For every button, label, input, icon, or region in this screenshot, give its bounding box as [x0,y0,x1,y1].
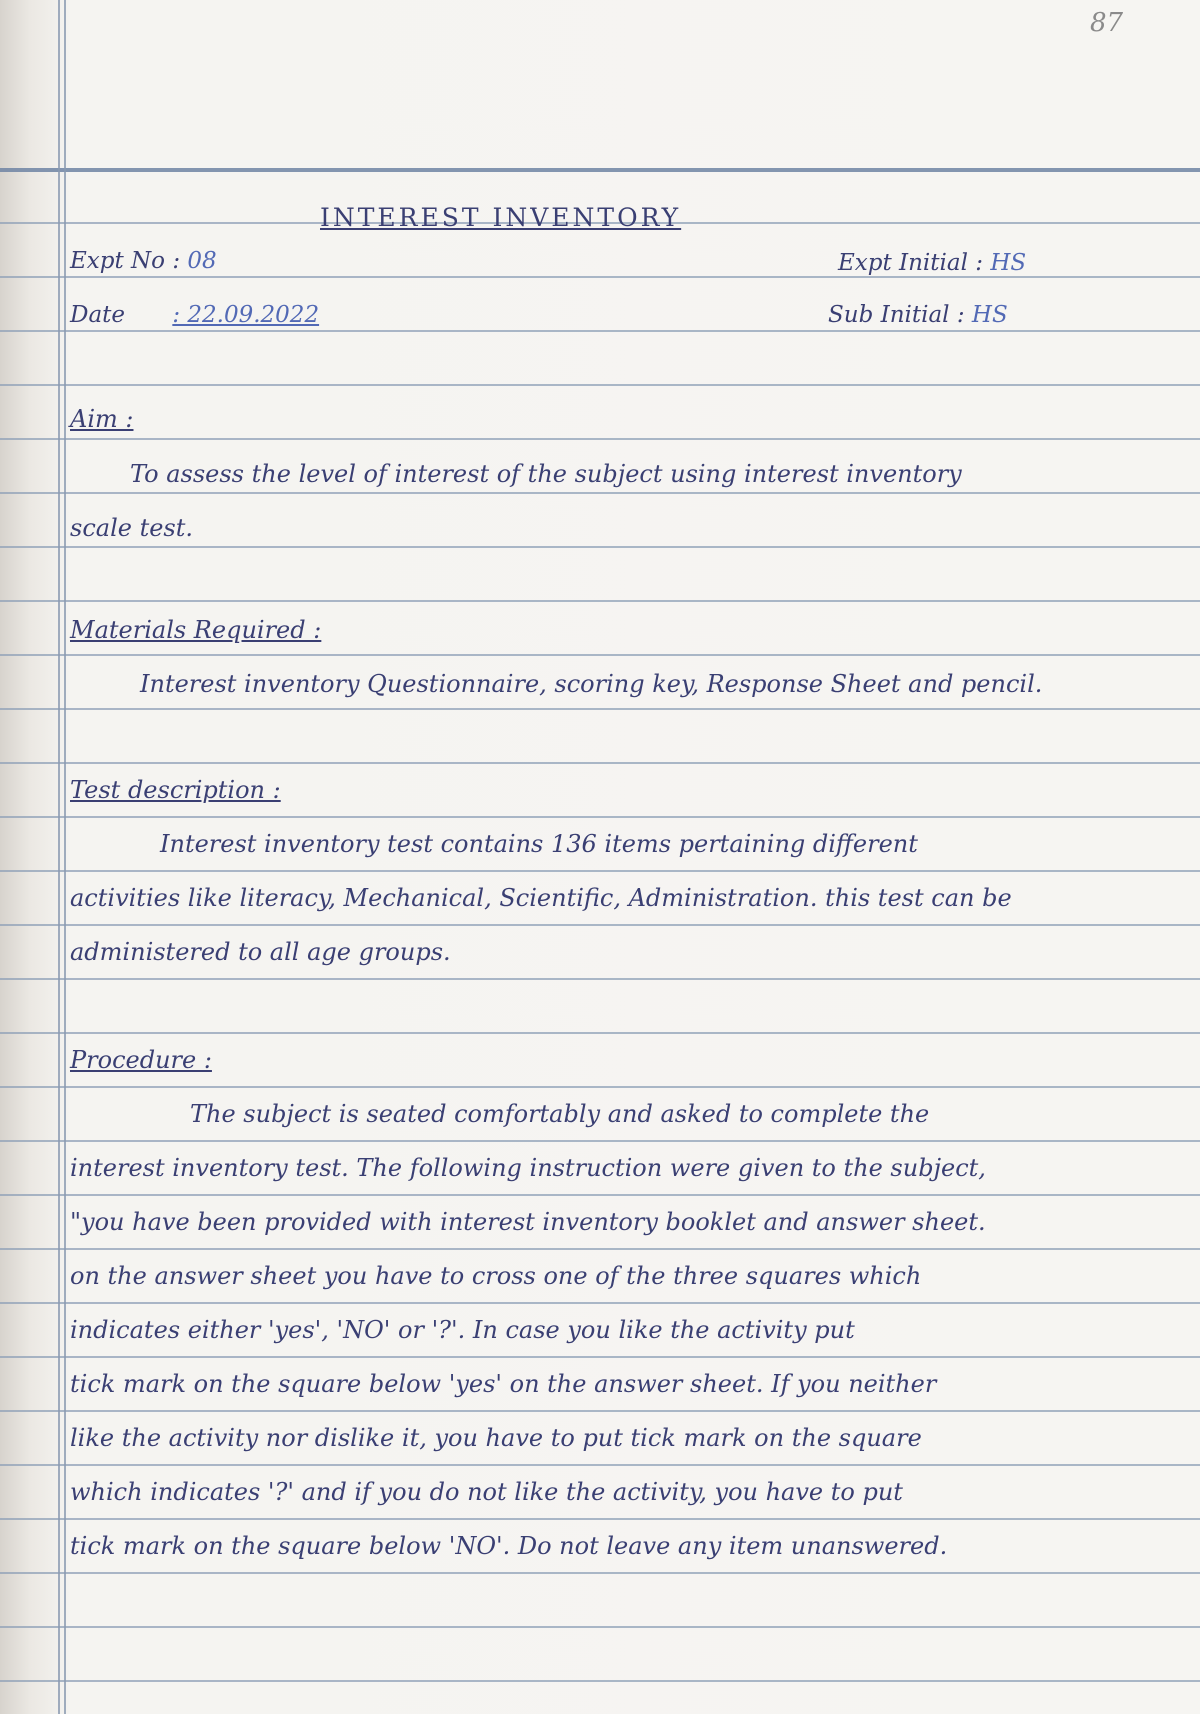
ruled-line [0,1032,1200,1034]
ruled-line [0,1086,1200,1088]
test-description-line: activities like literacy, Mechanical, Scientific, Administration. this test can be [70,884,1012,912]
expt-initial-field [838,250,1026,276]
page-title: INTEREST INVENTORY [320,203,682,232]
ruled-line [0,978,1200,980]
ruled-line [0,654,1200,656]
ruled-line [0,1464,1200,1466]
aim-heading: Aim : [70,405,134,433]
expt-no-value: 08 [187,248,217,274]
test-description-heading: Test description : [70,776,281,804]
ruled-line [0,438,1200,440]
ruled-line [0,1302,1200,1304]
aim-line: scale test. [70,514,194,542]
test-description-line: administered to all age groups. [70,938,451,966]
top-rule [0,168,1200,172]
aim-line: To assess the level of interest of the subject using interest inventory [130,460,962,488]
expt-initial-label: Expt Initial : [838,250,984,276]
page-number: 87 [1090,8,1124,38]
procedure-line: "you have been provided with interest inventory booklet and answer sheet. [70,1208,986,1236]
ruled-line [0,1626,1200,1628]
ruled-line [0,384,1200,386]
procedure-line: indicates either 'yes', 'NO' or '?'. In case you like the activity put [70,1316,855,1344]
procedure-line: which indicates '?' and if you do not like the activity, you have to put [70,1478,903,1506]
procedure-heading: Procedure : [70,1046,212,1074]
ruled-line [0,1410,1200,1412]
expt-no-label: Expt No : [70,248,181,274]
procedure-line: The subject is seated comfortably and asked to complete the [190,1100,930,1128]
ruled-line [0,1248,1200,1250]
ruled-line [0,546,1200,548]
ruled-line [0,276,1200,278]
ruled-line [0,924,1200,926]
ruled-line [0,1518,1200,1520]
ruled-line [0,1356,1200,1358]
date-value: : 22.09.2022 [172,302,320,328]
expt-initial-value: HS [990,250,1027,276]
ruled-line [0,1194,1200,1196]
procedure-line: like the activity nor dislike it, you have to put tick mark on the square [70,1424,922,1452]
margin-line [64,0,66,1714]
date-field [70,302,319,328]
ruled-line [0,1140,1200,1142]
procedure-line: tick mark on the square below 'NO'. Do not leave any item unanswered. [70,1532,948,1560]
materials-heading: Materials Required : [70,616,322,644]
procedure-line: interest inventory test. The following instruction were given to the subject, [70,1154,986,1182]
expt-no-field [70,248,217,274]
ruled-line [0,330,1200,332]
materials-line: Interest inventory Questionnaire, scoring key, Response Sheet and pencil. [140,670,1043,698]
procedure-line: tick mark on the square below 'yes' on the answer sheet. If you neither [70,1370,937,1398]
sub-initial-field [828,302,1008,328]
ruled-line [0,1680,1200,1682]
ruled-line [0,870,1200,872]
procedure-line: on the answer sheet you have to cross one of the three squares which [70,1262,922,1290]
sub-initial-value: HS [971,302,1008,328]
ruled-line [0,600,1200,602]
ruled-line [0,492,1200,494]
sub-initial-label: Sub Initial : [828,302,965,328]
margin-line [58,0,60,1714]
test-description-line: Interest inventory test contains 136 items pertaining different [160,830,918,858]
ruled-line [0,816,1200,818]
ruled-line [0,708,1200,710]
ruled-line [0,1572,1200,1574]
date-label: Date [70,302,126,328]
ruled-line [0,762,1200,764]
